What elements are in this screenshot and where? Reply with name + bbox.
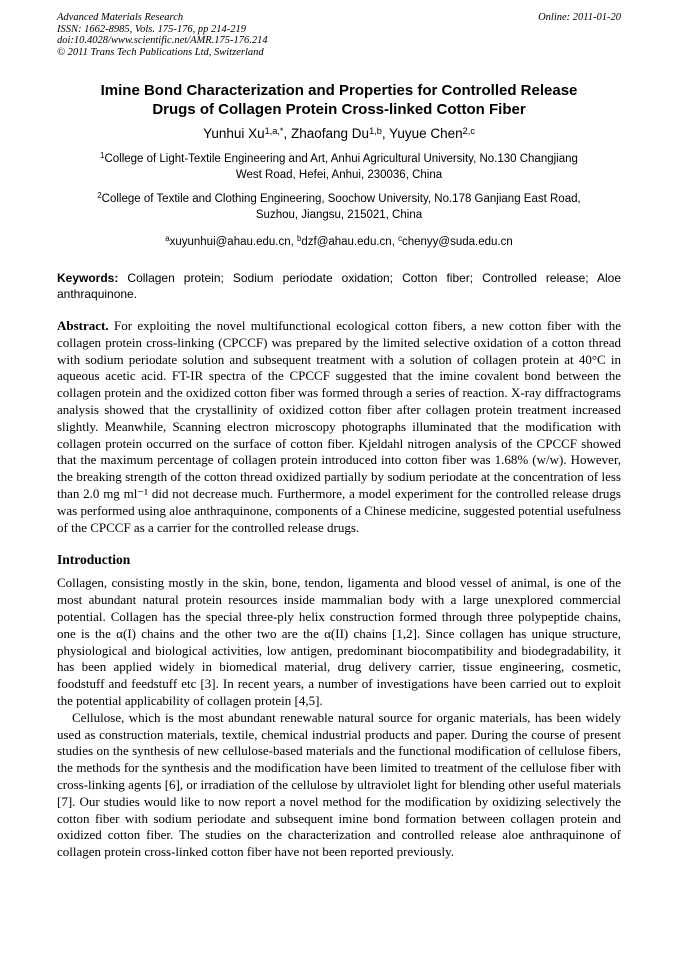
keywords-text: Collagen protein; Sodium periodate oxidation; Cotton fiber; Controlled release; Aloe anthraquinone. xyxy=(57,271,621,301)
email-address: xuyunhui@ahau.edu.cn xyxy=(169,236,291,248)
paper-title-line-2: Drugs of Collagen Protein Cross-linked Cotton Fiber xyxy=(152,101,526,118)
author-name: Yunhui Xu xyxy=(203,126,265,141)
email-address: chenyy@suda.edu.cn xyxy=(401,236,513,248)
abstract-text: For exploiting the novel multifunctional ecological cotton fibers, a new cotton fiber with the collagen protein cross-linking (CPCCF) was prepared by the limited selective oxidation of a cotton thread with sodium periodate solution and subsequent treatment with a solution of collagen protein at 40°C in aqueous acetic acid. FT-IR spectra of the CPCCF suggested that the imine covalent bond between the collagen protein and the oxidized cotton fiber was formed through a series of reaction. X-ray diffractograms analysis showed that the crystallinity of oxidized cotton fiber after collagen protein treatment increased slightly. Meanwhile, Scanning electron microscopy photographs illuminated that the modification with collagen protein occurred on the surface of cotton fiber. Kjeldahl nitrogen analysis of the CPCCF showed that the maximum percentage of collagen protein introduced into cotton fiber was 1.68% (w/w). However, the breaking strength of the cotton thread oxidized partially by sodium periodate at the concentration of less than 2.0 mg ml⁻¹ did not decrease much. Furthermore, a model experiment for the controlled release drugs was performed using aloe anthraquinone, components of a Chinese medicine, suggested potential usefulness of the CPCCF as a carrier for the controlled release drugs. xyxy=(57,318,622,535)
affiliation-text: College of Light-Textile Engineering and Art, Anhui Agricultural University, No.130 Changjiang xyxy=(104,153,578,165)
affiliation-line xyxy=(57,152,621,168)
author-superscript: 1,b xyxy=(369,125,382,136)
sections-block xyxy=(57,551,621,861)
email-separator: , xyxy=(290,236,297,248)
authors-line xyxy=(57,125,621,143)
section-heading: Introduction xyxy=(57,552,131,568)
journal-doi-line: doi:10.4028/www.scientific.net/AMR.175-176.214 xyxy=(57,35,268,46)
affiliation-text: College of Textile and Clothing Engineering, Soochow University, No.178 Ganjiang East Road, xyxy=(101,193,581,205)
journal-header xyxy=(57,12,621,58)
affiliations-block xyxy=(57,152,621,223)
email-superscript: c xyxy=(398,234,402,244)
affiliation-line xyxy=(57,168,621,184)
emails-line xyxy=(57,235,621,250)
email-superscript: b xyxy=(297,234,302,244)
abstract-label: Abstract. xyxy=(57,318,109,333)
author-separator: , xyxy=(283,126,292,141)
paper-title-line-1: Imine Bond Characterization and Properties for Controlled Release xyxy=(100,82,578,99)
keywords-label: Keywords: xyxy=(57,271,119,285)
affiliation-superscript: 1 xyxy=(100,151,105,161)
body-paragraph: Cellulose, which is the most abundant renewable natural source for organic materials, has been widely used as construction materials, textile, chemical industrial products and paper. During the course of present studies on the synthesis of new cellulose-based materials and the functional modification of cellulose fibers, the methods for the synthesis and the modification have been limited to treatment of the cellulose fiber with cross-linking agents [6], or irradiation of the cellulose by ultraviolet light for blending other useful materials [7]. Our studies would like to now report a novel method for the modification by oxidizing selectively the cotton fiber with sodium periodate and subsequent imine bond formation between collagen protein and oxidized cotton fiber. The studies on the characterization and controlled release aloe anthraquinone of collagen protein cross-linked cotton fiber have not been reported previously. xyxy=(57,709,621,860)
journal-issn-line: ISSN: 1662-8985, Vols. 175-176, pp 214-219 xyxy=(57,23,246,35)
affiliation-superscript: 2 xyxy=(97,191,102,201)
author-name: Zhaofang Du xyxy=(291,126,370,141)
email-superscript: a xyxy=(165,234,170,244)
abstract-paragraph xyxy=(57,318,621,536)
online-date: Online: 2011-01-20 xyxy=(538,12,621,23)
author-superscript: 2,c xyxy=(462,125,475,136)
body-paragraph: Collagen, consisting mostly in the skin, bone, tendon, ligamenta and blood vessel of animal, is one of the most abundant natural protein resources inside mammalian body with a large unexplored commercial potential. Collagen has the special three-ply helix construction formed through three polypeptide chains, one is the α(I) chains and the other two are the α(II) chains [1,2]. Since collagen has unique structure, physiological and biological activities, low antigen, predominant biocompatibility and biodegradability, it has been applied widely in biomedical material, drug delivery carrier, tissue engineering, cosmetic, foodstuff and feedstuff etc [3]. In recent years, a number of investigations have been carried out to exploit the potential applicability of collagen protein [4,5]. xyxy=(57,575,621,708)
author-superscript: 1,a,* xyxy=(264,125,284,136)
author-separator: , xyxy=(381,126,390,141)
journal-name: Advanced Materials Research xyxy=(57,12,184,23)
journal-info xyxy=(57,12,268,58)
email-address: dzf@ahau.edu.cn xyxy=(301,236,392,248)
affiliation-text: West Road, Hefei, Anhui, 230036, China xyxy=(235,168,443,181)
email-separator: , xyxy=(391,236,399,248)
affiliation-line xyxy=(57,208,621,224)
affiliation-line xyxy=(57,192,621,208)
author-name: Yuyue Chen xyxy=(389,126,463,141)
paper-title xyxy=(57,81,621,119)
journal-copyright-line: © 2011 Trans Tech Publications Ltd, Switzerland xyxy=(57,46,264,58)
affiliation-text: Suzhou, Jiangsu, 215021, China xyxy=(255,208,423,221)
keywords-line xyxy=(57,270,621,302)
affiliation xyxy=(57,152,621,183)
affiliation xyxy=(57,192,621,223)
